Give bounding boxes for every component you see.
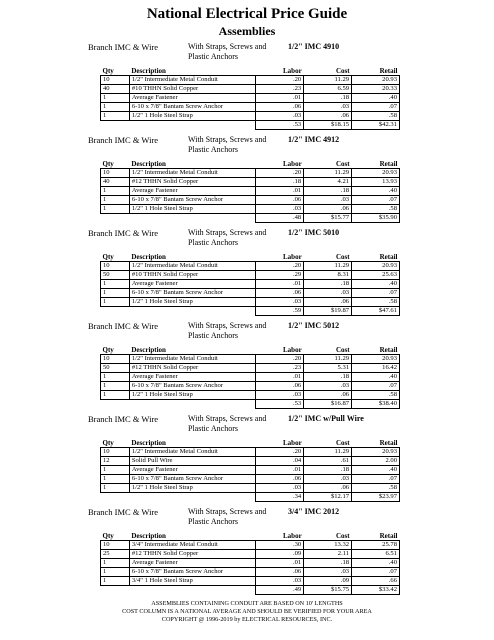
cell-labor: .06 — [256, 289, 304, 298]
cell-cost: .18 — [304, 280, 352, 289]
cell-qty: 1 — [101, 559, 130, 568]
cell-cost: 11.29 — [304, 169, 352, 178]
cell-retail: 25.63 — [352, 271, 400, 280]
table-row — [101, 373, 400, 382]
table-row — [101, 112, 400, 121]
cell-retail: .07 — [352, 475, 400, 484]
cell-labor: .01 — [256, 559, 304, 568]
total-cost: $12.17 — [304, 493, 352, 502]
cell-cost: 8.31 — [304, 271, 352, 280]
cell-cost: 2.11 — [304, 550, 352, 559]
total-cost: $15.77 — [304, 214, 352, 223]
col-description: Description — [129, 252, 256, 262]
cell-cost: .61 — [304, 457, 352, 466]
cell-qty: 1 — [101, 280, 130, 289]
cell-retail: 20.93 — [352, 355, 400, 364]
assembly-table — [100, 345, 400, 409]
table-row — [101, 541, 400, 550]
cell-labor: .20 — [256, 76, 304, 85]
cell-qty: 25 — [101, 550, 130, 559]
cell-qty: 10 — [101, 355, 130, 364]
cell-cost: .03 — [304, 103, 352, 112]
assembly-section — [88, 412, 408, 502]
cell-description: Average Fastener — [129, 559, 256, 568]
cell-qty: 10 — [101, 448, 130, 457]
col-retail: Retail — [352, 66, 400, 76]
cell-description: 3/4" 1 Hole Steel Strap — [129, 577, 256, 586]
cell-cost: 4.21 — [304, 178, 352, 187]
section-header — [88, 40, 408, 66]
cell-description: 6-10 x 7/8" Bantam Screw Anchor — [129, 103, 256, 112]
section-branch: Branch IMC & Wire — [88, 42, 159, 52]
section-description: With Straps, Screws and Plastic Anchors — [188, 321, 267, 340]
total-cost: $19.87 — [304, 307, 352, 316]
cell-cost: .18 — [304, 187, 352, 196]
totals-row — [101, 214, 400, 223]
col-qty: Qty — [101, 252, 130, 262]
col-retail: Retail — [352, 438, 400, 448]
cell-description: 1/2" 1 Hole Steel Strap — [129, 484, 256, 493]
cell-cost: .03 — [304, 475, 352, 484]
total-retail: $35.90 — [352, 214, 400, 223]
assembly-section — [88, 505, 408, 595]
cell-retail: .40 — [352, 373, 400, 382]
table-row — [101, 484, 400, 493]
cell-cost: 11.29 — [304, 262, 352, 271]
cell-labor: .06 — [256, 475, 304, 484]
cell-cost: .03 — [304, 196, 352, 205]
cell-retail: 2.00 — [352, 457, 400, 466]
section-branch: Branch IMC & Wire — [88, 414, 159, 424]
cell-labor: .30 — [256, 541, 304, 550]
totals-row — [101, 121, 400, 130]
cell-description: Average Fastener — [129, 280, 256, 289]
assembly-section — [88, 319, 408, 409]
col-description: Description — [129, 66, 256, 76]
col-cost: Cost — [304, 66, 352, 76]
cell-qty: 50 — [101, 364, 130, 373]
cell-qty: 1 — [101, 289, 130, 298]
table-row — [101, 457, 400, 466]
table-row — [101, 94, 400, 103]
cell-cost: .06 — [304, 298, 352, 307]
cell-retail: 16.42 — [352, 364, 400, 373]
footer-line-copyright: COPYRIGHT @ 1996-2019 by ELECTRICAL RESOURCES, INC. — [161, 616, 333, 623]
cell-description: 6-10 x 7/8" Bantam Screw Anchor — [129, 382, 256, 391]
cell-cost: .09 — [304, 577, 352, 586]
total-retail: $33.42 — [352, 586, 400, 595]
cell-cost: .18 — [304, 373, 352, 382]
section-description: With Straps, Screws and Plastic Anchors — [188, 135, 267, 154]
assembly-name: 1/2" IMC 5010 — [288, 228, 340, 237]
cell-cost: 11.29 — [304, 448, 352, 457]
cell-retail: .58 — [352, 484, 400, 493]
section-description: With Straps, Screws and Plastic Anchors — [188, 228, 267, 247]
cell-labor: .20 — [256, 169, 304, 178]
cell-labor: .03 — [256, 484, 304, 493]
col-labor: Labor — [256, 531, 304, 541]
totals-spacer — [129, 307, 256, 316]
section-header — [88, 412, 408, 438]
cell-retail: .07 — [352, 289, 400, 298]
col-qty: Qty — [101, 438, 130, 448]
table-row — [101, 280, 400, 289]
table-header-row — [101, 531, 400, 541]
cell-qty: 1 — [101, 112, 130, 121]
cell-labor: .23 — [256, 364, 304, 373]
assembly-name: 1/2" IMC 4910 — [288, 42, 340, 51]
cell-labor: .06 — [256, 568, 304, 577]
cell-description: 1/2" Intermediate Metal Conduit — [129, 448, 256, 457]
cell-labor: .09 — [256, 550, 304, 559]
col-retail: Retail — [352, 252, 400, 262]
cell-retail: 13.93 — [352, 178, 400, 187]
cell-qty: 1 — [101, 298, 130, 307]
cell-description: Average Fastener — [129, 466, 256, 475]
total-labor: .53 — [256, 400, 304, 409]
cell-labor: .23 — [256, 85, 304, 94]
col-labor: Labor — [256, 345, 304, 355]
cell-description: #12 THHN Solid Copper — [129, 364, 256, 373]
totals-spacer — [129, 214, 256, 223]
cell-description: 6-10 x 7/8" Bantam Screw Anchor — [129, 568, 256, 577]
col-qty: Qty — [101, 66, 130, 76]
cell-retail: 20.93 — [352, 262, 400, 271]
section-branch: Branch IMC & Wire — [88, 507, 159, 517]
col-cost: Cost — [304, 252, 352, 262]
table-header-row — [101, 252, 400, 262]
cell-labor: .06 — [256, 196, 304, 205]
cell-description: 1/2" 1 Hole Steel Strap — [129, 391, 256, 400]
col-cost: Cost — [304, 159, 352, 169]
table-row — [101, 205, 400, 214]
cell-cost: 13.32 — [304, 541, 352, 550]
totals-spacer — [101, 586, 130, 595]
cell-qty: 50 — [101, 271, 130, 280]
total-cost: $16.87 — [304, 400, 352, 409]
total-retail: $42.31 — [352, 121, 400, 130]
cell-qty: 1 — [101, 103, 130, 112]
table-row — [101, 364, 400, 373]
cell-labor: .29 — [256, 271, 304, 280]
cell-labor: .20 — [256, 355, 304, 364]
cell-retail: 6.51 — [352, 550, 400, 559]
totals-row — [101, 307, 400, 316]
col-retail: Retail — [352, 159, 400, 169]
table-row — [101, 196, 400, 205]
cell-description: 3/4" Intermediate Metal Conduit — [129, 541, 256, 550]
totals-spacer — [101, 214, 130, 223]
col-labor: Labor — [256, 66, 304, 76]
cell-description: 6-10 x 7/8" Bantam Screw Anchor — [129, 475, 256, 484]
page-subtitle: Assemblies — [218, 24, 276, 38]
cell-retail: .40 — [352, 280, 400, 289]
col-description: Description — [129, 345, 256, 355]
section-header — [88, 133, 408, 159]
assembly-table — [100, 252, 400, 316]
total-retail: $23.97 — [352, 493, 400, 502]
assembly-name: 1/2" IMC 5012 — [288, 321, 340, 330]
cell-qty: 1 — [101, 205, 130, 214]
cell-retail: .58 — [352, 391, 400, 400]
footer-line-lengths: ASSEMBLIES CONTAINING CONDUIT ARE BASED ON 10' LENGTHS — [151, 600, 343, 607]
total-retail: $38.40 — [352, 400, 400, 409]
totals-row — [101, 400, 400, 409]
col-cost: Cost — [304, 531, 352, 541]
total-labor: .34 — [256, 493, 304, 502]
cell-cost: .18 — [304, 559, 352, 568]
col-labor: Labor — [256, 438, 304, 448]
cell-description: Average Fastener — [129, 373, 256, 382]
assembly-table — [100, 159, 400, 223]
totals-spacer — [129, 586, 256, 595]
totals-spacer — [129, 400, 256, 409]
totals-spacer — [101, 121, 130, 130]
table-header-row — [101, 345, 400, 355]
cell-qty: 1 — [101, 391, 130, 400]
col-qty: Qty — [101, 159, 130, 169]
cell-qty: 10 — [101, 76, 130, 85]
total-labor: .59 — [256, 307, 304, 316]
section-branch: Branch IMC & Wire — [88, 321, 159, 331]
cell-retail: .07 — [352, 568, 400, 577]
cell-description: 1/2" 1 Hole Steel Strap — [129, 298, 256, 307]
cell-retail: .07 — [352, 382, 400, 391]
table-row — [101, 271, 400, 280]
cell-description: #10 THHN Solid Copper — [129, 271, 256, 280]
table-row — [101, 76, 400, 85]
cell-qty: 1 — [101, 475, 130, 484]
cell-qty: 1 — [101, 373, 130, 382]
cell-qty: 1 — [101, 484, 130, 493]
cell-cost: .06 — [304, 205, 352, 214]
cell-qty: 1 — [101, 577, 130, 586]
table-row — [101, 568, 400, 577]
cell-retail: 20.93 — [352, 76, 400, 85]
page-title: National Electrical Price Guide — [146, 6, 348, 22]
footer — [0, 600, 494, 624]
table-row — [101, 103, 400, 112]
cell-qty: 40 — [101, 85, 130, 94]
section-description: With Straps, Screws and Plastic Anchors — [188, 42, 267, 61]
cell-retail: .58 — [352, 205, 400, 214]
table-row — [101, 298, 400, 307]
totals-row — [101, 586, 400, 595]
cell-labor: .03 — [256, 391, 304, 400]
table-row — [101, 559, 400, 568]
section-branch: Branch IMC & Wire — [88, 135, 159, 145]
section-header — [88, 319, 408, 345]
footer-line-cost-note: COST COLUMN IS A NATIONAL AVERAGE AND SHOULD BE VERIFIED FOR YOUR AREA — [122, 608, 372, 615]
cell-description: 1/2" Intermediate Metal Conduit — [129, 355, 256, 364]
cell-qty: 10 — [101, 262, 130, 271]
col-labor: Labor — [256, 159, 304, 169]
cell-labor: .01 — [256, 187, 304, 196]
section-description: With Straps, Screws and Plastic Anchors — [188, 507, 267, 526]
cell-cost: .06 — [304, 484, 352, 493]
cell-description: 6-10 x 7/8" Bantam Screw Anchor — [129, 289, 256, 298]
col-description: Description — [129, 531, 256, 541]
cell-retail: 20.33 — [352, 85, 400, 94]
cell-labor: .06 — [256, 382, 304, 391]
section-branch: Branch IMC & Wire — [88, 228, 159, 238]
cell-description: Average Fastener — [129, 187, 256, 196]
cell-labor: .20 — [256, 448, 304, 457]
total-labor: .48 — [256, 214, 304, 223]
assembly-name: 1/2" IMC 4912 — [288, 135, 340, 144]
cell-labor: .01 — [256, 466, 304, 475]
col-description: Description — [129, 159, 256, 169]
assembly-section — [88, 40, 408, 130]
cell-cost: 5.31 — [304, 364, 352, 373]
cell-qty: 1 — [101, 466, 130, 475]
table-row — [101, 289, 400, 298]
cell-qty: 1 — [101, 568, 130, 577]
cell-labor: .06 — [256, 103, 304, 112]
cell-retail: .40 — [352, 466, 400, 475]
table-row — [101, 391, 400, 400]
cell-description: #12 THHN Solid Copper — [129, 178, 256, 187]
assembly-name: 3/4" IMC 2012 — [288, 507, 340, 516]
table-row — [101, 577, 400, 586]
col-qty: Qty — [101, 531, 130, 541]
assembly-table — [100, 531, 400, 595]
assembly-name: 1/2" IMC w/Pull Wire — [288, 414, 364, 423]
assembly-section — [88, 226, 408, 316]
table-row — [101, 466, 400, 475]
cell-labor: .01 — [256, 94, 304, 103]
table-row — [101, 475, 400, 484]
cell-qty: 1 — [101, 196, 130, 205]
cell-qty: 1 — [101, 382, 130, 391]
col-cost: Cost — [304, 345, 352, 355]
totals-spacer — [101, 400, 130, 409]
cell-retail: 25.78 — [352, 541, 400, 550]
col-labor: Labor — [256, 252, 304, 262]
cell-description: 1/2" 1 Hole Steel Strap — [129, 205, 256, 214]
table-row — [101, 262, 400, 271]
totals-row — [101, 493, 400, 502]
cell-retail: .07 — [352, 103, 400, 112]
cell-description: #10 THHN Solid Copper — [129, 85, 256, 94]
cell-qty: 10 — [101, 169, 130, 178]
table-row — [101, 169, 400, 178]
totals-spacer — [101, 307, 130, 316]
cell-qty: 12 — [101, 457, 130, 466]
section-header — [88, 505, 408, 531]
assembly-table — [100, 66, 400, 130]
cell-retail: .40 — [352, 187, 400, 196]
cell-cost: .06 — [304, 391, 352, 400]
col-retail: Retail — [352, 345, 400, 355]
cell-cost: .18 — [304, 94, 352, 103]
cell-cost: .03 — [304, 568, 352, 577]
cell-labor: .20 — [256, 262, 304, 271]
totals-spacer — [129, 493, 256, 502]
total-labor: .49 — [256, 586, 304, 595]
col-cost: Cost — [304, 438, 352, 448]
col-qty: Qty — [101, 345, 130, 355]
cell-retail: .58 — [352, 112, 400, 121]
totals-spacer — [129, 121, 256, 130]
col-retail: Retail — [352, 531, 400, 541]
cell-description: 1/2" Intermediate Metal Conduit — [129, 262, 256, 271]
cell-description: Average Fastener — [129, 94, 256, 103]
table-row — [101, 382, 400, 391]
cell-labor: .03 — [256, 298, 304, 307]
table-row — [101, 448, 400, 457]
cell-description: Solid Pull Wire — [129, 457, 256, 466]
cell-labor: .18 — [256, 178, 304, 187]
table-row — [101, 550, 400, 559]
table-row — [101, 355, 400, 364]
cell-qty: 1 — [101, 187, 130, 196]
cell-description: 1/2" Intermediate Metal Conduit — [129, 76, 256, 85]
total-labor: .53 — [256, 121, 304, 130]
cell-cost: .18 — [304, 466, 352, 475]
cell-qty: 40 — [101, 178, 130, 187]
cell-retail: .40 — [352, 94, 400, 103]
cell-retail: .66 — [352, 577, 400, 586]
cell-labor: .01 — [256, 280, 304, 289]
cell-retail: 20.93 — [352, 448, 400, 457]
cell-retail: .40 — [352, 559, 400, 568]
cell-retail: .07 — [352, 196, 400, 205]
cell-cost: 6.59 — [304, 85, 352, 94]
total-cost: $15.75 — [304, 586, 352, 595]
cell-description: 6-10 x 7/8" Bantam Screw Anchor — [129, 196, 256, 205]
cell-description: 1/2" 1 Hole Steel Strap — [129, 112, 256, 121]
cell-labor: .03 — [256, 112, 304, 121]
col-description: Description — [129, 438, 256, 448]
cell-retail: .58 — [352, 298, 400, 307]
cell-cost: .06 — [304, 112, 352, 121]
cell-labor: .04 — [256, 457, 304, 466]
total-cost: $18.15 — [304, 121, 352, 130]
section-header — [88, 226, 408, 252]
table-header-row — [101, 159, 400, 169]
cell-cost: 11.29 — [304, 355, 352, 364]
table-row — [101, 178, 400, 187]
table-row — [101, 187, 400, 196]
cell-qty: 10 — [101, 541, 130, 550]
cell-retail: 20.93 — [352, 169, 400, 178]
table-header-row — [101, 438, 400, 448]
cell-qty: 1 — [101, 94, 130, 103]
cell-cost: .03 — [304, 289, 352, 298]
cell-cost: .03 — [304, 382, 352, 391]
assembly-table — [100, 438, 400, 502]
cell-cost: 11.29 — [304, 76, 352, 85]
cell-labor: .01 — [256, 373, 304, 382]
assembly-section — [88, 133, 408, 223]
totals-spacer — [101, 493, 130, 502]
table-header-row — [101, 66, 400, 76]
total-retail: $47.61 — [352, 307, 400, 316]
cell-labor: .03 — [256, 205, 304, 214]
cell-description: #12 THHN Solid Copper — [129, 550, 256, 559]
cell-description: 1/2" Intermediate Metal Conduit — [129, 169, 256, 178]
section-description: With Straps, Screws and Plastic Anchors — [188, 414, 267, 433]
table-row — [101, 85, 400, 94]
cell-labor: .03 — [256, 577, 304, 586]
